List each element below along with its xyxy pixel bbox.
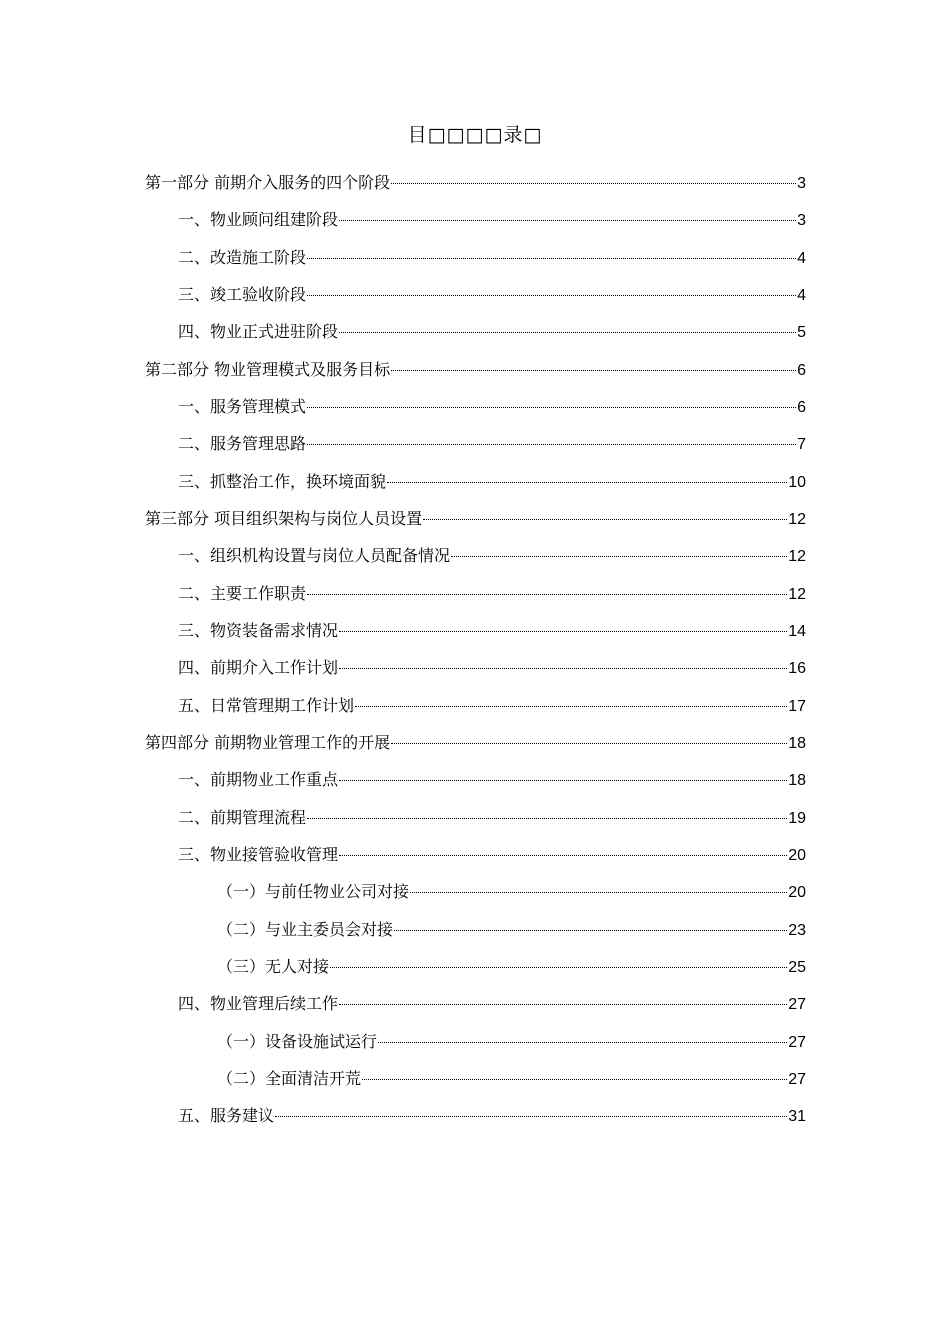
toc-leader-dots [339,779,787,781]
toc-page-number: 20 [788,846,806,864]
table-of-contents [145,164,806,1135]
toc-entry-label: 一、前期物业工作重点 [178,770,339,790]
toc-page-number: 17 [788,697,806,715]
toc-entry[interactable] [145,1097,806,1134]
toc-leader-dots [362,1078,787,1080]
toc-entry[interactable] [145,911,806,948]
toc-leader-dots [387,481,787,483]
toc-entry[interactable] [145,313,806,350]
toc-page-number: 25 [788,958,806,976]
toc-leader-dots [339,219,796,221]
toc-entry-label: 四、物业正式进驻阶段 [178,322,339,342]
toc-page-number: 20 [788,884,806,902]
toc-page-number: 18 [788,734,806,752]
toc-entry[interactable] [145,761,806,798]
toc-leader-dots [451,555,787,557]
toc-page-number: 31 [788,1108,806,1126]
toc-page-number: 16 [788,660,806,678]
toc-entry-label: （二）全面清洁开荒 [217,1068,362,1088]
toc-entry-label: 二、前期管理流程 [178,807,307,827]
toc-page-number: 10 [788,473,806,491]
toc-entry-label: （一）与前任物业公司对接 [217,882,410,902]
toc-entry[interactable] [145,425,806,462]
toc-page-number: 27 [788,1070,806,1088]
toc-leader-dots [307,817,787,819]
toc-entry-label: 一、服务管理模式 [178,396,307,416]
toc-entry-label: 四、物业管理后续工作 [178,994,339,1014]
toc-leader-dots [355,705,787,707]
toc-entry[interactable] [145,836,806,873]
toc-page-number: 6 [797,398,806,416]
toc-entry[interactable] [145,388,806,425]
toc-entry[interactable] [145,239,806,276]
toc-entry-label: 二、服务管理思路 [178,434,307,454]
toc-entry[interactable] [145,612,806,649]
toc-entry-label: 二、改造施工阶段 [178,247,307,267]
toc-leader-dots [275,1115,787,1117]
toc-page-number: 4 [797,249,806,267]
toc-leader-dots [307,593,787,595]
toc-entry[interactable] [145,500,806,537]
toc-leader-dots [339,1003,787,1005]
toc-entry-label: 三、物业接管验收管理 [178,844,339,864]
toc-entry-label: 一、物业顾问组建阶段 [178,210,339,230]
toc-leader-dots [378,1041,787,1043]
toc-leader-dots [394,929,787,931]
toc-entry[interactable] [145,575,806,612]
toc-entry[interactable] [145,649,806,686]
toc-entry[interactable] [145,687,806,724]
toc-page-number: 19 [788,809,806,827]
toc-entry[interactable] [145,1023,806,1060]
toc-leader-dots [423,518,787,520]
toc-entry-label: 四、前期介入工作计划 [178,658,339,678]
toc-entry-label: 第一部分 前期介入服务的四个阶段 [145,173,391,192]
toc-entry[interactable] [145,201,806,238]
toc-entry[interactable] [145,873,806,910]
toc-page-number: 4 [797,286,806,304]
toc-page-number: 14 [788,622,806,640]
toc-entry[interactable] [145,537,806,574]
toc-entry-label: 五、服务建议 [178,1106,275,1126]
toc-entry[interactable] [145,351,806,388]
toc-page-number: 3 [797,212,806,230]
toc-leader-dots [410,891,787,893]
toc-entry-label: （二）与业主委员会对接 [217,919,394,939]
toc-entry-label: 三、竣工验收阶段 [178,284,307,304]
toc-entry-label: 三、抓整治工作，换环境面貌 [178,471,387,491]
toc-entry[interactable] [145,463,806,500]
toc-leader-dots [339,854,787,856]
toc-entry-label: （三）无人对接 [217,956,330,976]
toc-title: 目□□□□录□ [407,124,543,146]
toc-entry[interactable] [145,799,806,836]
toc-leader-dots [307,257,796,259]
toc-leader-dots [307,294,796,296]
toc-entry-label: （一）设备设施试运行 [217,1031,378,1051]
toc-entry-label: 第四部分 前期物业管理工作的开展 [145,732,391,752]
toc-entry-label: 一、组织机构设置与岗位人员配备情况 [178,546,451,566]
toc-entry-label: 五、日常管理期工作计划 [178,695,355,715]
toc-page-number: 23 [788,921,806,939]
toc-page-number: 3 [797,175,806,192]
toc-page-number: 12 [788,585,806,603]
toc-leader-dots [307,406,796,408]
toc-leader-dots [307,443,796,445]
toc-leader-dots [391,182,796,184]
toc-entry-label: 三、物资装备需求情况 [178,620,339,640]
toc-page-number: 6 [797,361,806,379]
toc-page-number: 12 [788,510,806,528]
toc-entry[interactable] [145,948,806,985]
toc-entry[interactable] [145,276,806,313]
toc-entry[interactable] [145,724,806,761]
toc-page-number: 18 [788,772,806,790]
toc-leader-dots [391,742,787,744]
toc-entry[interactable] [145,164,806,201]
toc-entry-label: 第二部分 物业管理模式及服务目标 [145,359,391,379]
toc-entry-label: 第三部分 项目组织架构与岗位人员设置 [145,508,423,528]
toc-leader-dots [339,331,796,333]
toc-leader-dots [339,667,787,669]
toc-page-number: 27 [788,996,806,1014]
toc-page-number: 12 [788,548,806,566]
toc-leader-dots [339,630,787,632]
toc-entry[interactable] [145,1060,806,1097]
toc-page-number: 5 [797,324,806,342]
toc-page-number: 27 [788,1033,806,1051]
toc-page-number: 7 [797,436,806,454]
toc-entry-label: 二、主要工作职责 [178,583,307,603]
toc-entry[interactable] [145,985,806,1022]
toc-leader-dots [330,966,787,968]
toc-leader-dots [391,369,796,371]
